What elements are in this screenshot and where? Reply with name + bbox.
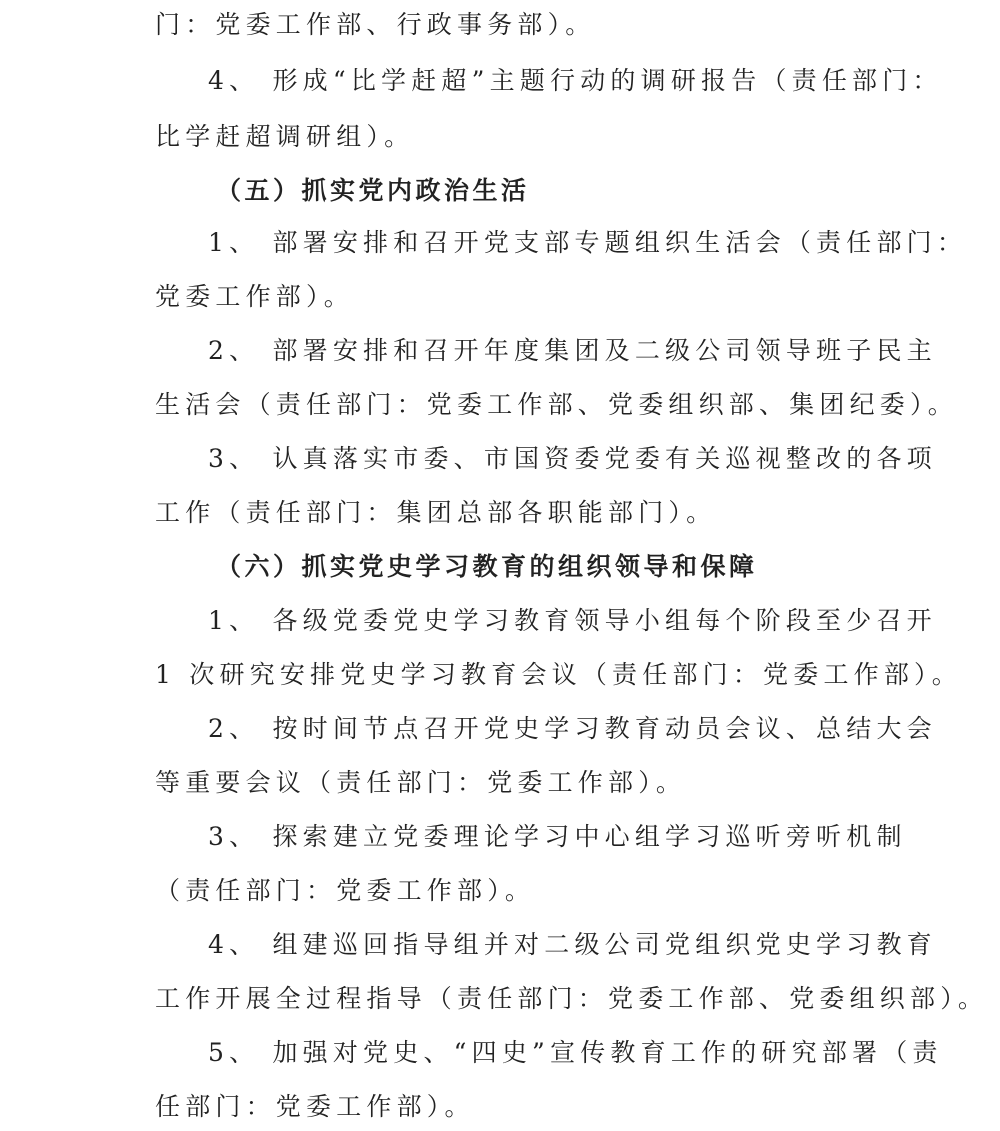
text-line: 工作（责任部门：集团总部各职能部门）。	[155, 498, 717, 527]
text-line: 1 次研究安排党史学习教育会议（责任部门：党委工作部）。	[155, 660, 962, 689]
text-line: 党委工作部）。	[155, 282, 354, 311]
text-line: 4、 形成“比学赶超”主题行动的调研报告（责任部门：	[208, 66, 943, 95]
text-line: （责任部门：党委工作部）。	[155, 876, 536, 905]
text-line: 生活会（责任部门：党委工作部、党委组织部、集团纪委）。	[155, 390, 958, 419]
text-line: 工作开展全过程指导（责任部门：党委工作部、党委组织部）。	[155, 984, 989, 1013]
text-line: 门：党委工作部、行政事务部）。	[155, 10, 596, 39]
text-line: 2、 按时间节点召开党史学习教育动员会议、总结大会	[208, 714, 937, 743]
text-line: 3、 探索建立党委理论学习中心组学习巡听旁听机制	[208, 822, 907, 851]
text-line: 等重要会议（责任部门：党委工作部）。	[155, 768, 687, 797]
text-line: 4、 组建巡回指导组并对二级公司党组织党史学习教育	[208, 930, 937, 959]
text-line: 1、 部署安排和召开党支部专题组织生活会（责任部门：	[208, 228, 968, 257]
text-line: 任部门：党委工作部）。	[155, 1092, 475, 1121]
text-line: 比学赶超调研组）。	[155, 122, 415, 151]
section-heading: （六）抓实党史学习教育的组织领导和保障	[216, 552, 758, 581]
text-line: 1、 各级党委党史学习教育领导小组每个阶段至少召开	[208, 606, 937, 635]
text-line: 3、 认真落实市委、市国资委党委有关巡视整改的各项	[208, 444, 937, 473]
section-heading: （五）抓实党内政治生活	[216, 176, 530, 205]
text-line: 5、 加强对党史、“四史”宣传教育工作的研究部署（责	[208, 1038, 943, 1067]
text-line: 2、 部署安排和召开年度集团及二级公司领导班子民主	[208, 336, 937, 365]
